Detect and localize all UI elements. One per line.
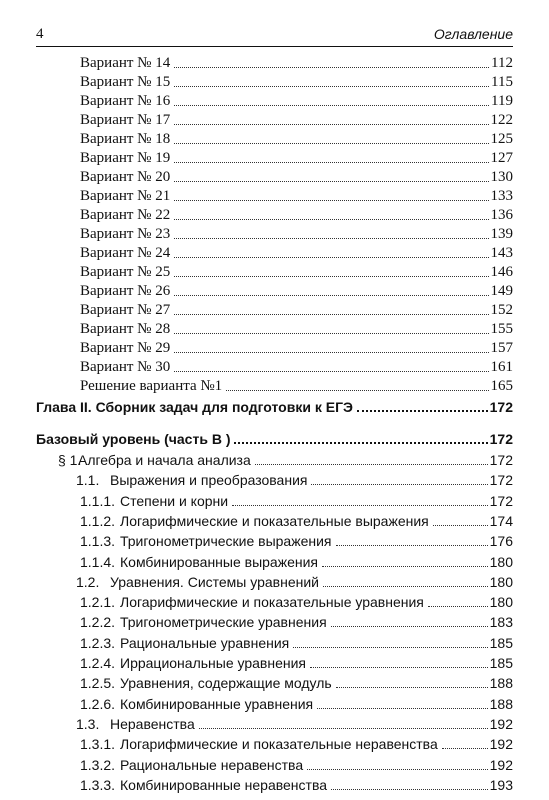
toc-entry-page: 149 — [490, 283, 513, 299]
dot-leader — [174, 295, 488, 296]
dot-leader — [442, 748, 488, 749]
toc-entry-title: Решение варианта №1 — [80, 378, 223, 394]
toc-entry-page: 180 — [489, 573, 513, 590]
toc-entry-title: Глава II. Сборник задач для подготовки к ЕГЭ — [36, 399, 353, 415]
toc-entry — [76, 713, 513, 733]
toc-entry-title: Базовый уровень (часть В ) — [36, 431, 231, 447]
toc-entry — [80, 52, 513, 72]
toc-entry-number: 1.3.1. — [80, 736, 116, 753]
toc-entry-number: 1.2.5. — [80, 675, 116, 692]
dot-leader — [174, 105, 489, 106]
toc-entry — [80, 280, 513, 300]
toc-entry-page: 112 — [491, 55, 513, 71]
toc-entry — [80, 510, 513, 530]
dot-leader — [174, 67, 489, 68]
toc-entry — [76, 469, 513, 489]
dot-leader — [317, 708, 487, 709]
toc-entry-title: Комбинированные неравенства — [120, 776, 328, 793]
toc-entry-page: 193 — [489, 776, 513, 793]
toc-entry-title: Рациональные уравнения — [120, 634, 290, 651]
toc-entry-page: 192 — [489, 736, 513, 753]
toc-entry — [80, 754, 513, 774]
toc-entry-page: 188 — [489, 675, 513, 692]
toc-entry — [80, 71, 513, 91]
toc-entry-page: 125 — [490, 131, 513, 147]
toc-entry-number: 1.3.3. — [80, 776, 116, 793]
toc-entry-page: 122 — [490, 112, 513, 128]
toc-entry — [80, 530, 513, 550]
toc-entry — [80, 318, 513, 338]
toc-entry — [80, 90, 513, 110]
toc-entry-page: 119 — [491, 93, 513, 109]
dot-leader — [199, 728, 488, 729]
page-number: 4 — [36, 26, 44, 42]
toc-entry-title: Вариант № 21 — [80, 188, 171, 204]
toc-entry-number: 1.2.3. — [80, 634, 116, 651]
toc-entry-page: 157 — [490, 340, 513, 356]
toc-entry — [80, 774, 513, 794]
header-rule — [36, 46, 513, 47]
toc-entry-title: Уравнения. Системы уравнений — [110, 573, 319, 590]
toc-entry-page: 185 — [489, 634, 513, 651]
toc-entry-number: 1.1.3. — [80, 533, 116, 550]
toc-entry-title: Комбинированные выражения — [120, 553, 318, 570]
toc-entry-title: Тригонометрические выражения — [120, 533, 332, 550]
toc-entry-number: 1.1.4. — [80, 553, 116, 570]
toc-entry — [58, 449, 513, 469]
dot-leader — [255, 464, 488, 465]
toc-entry-page: 172 — [489, 452, 513, 468]
toc-entry-number: § 1. — [58, 452, 82, 468]
toc-entry-page: 172 — [489, 492, 513, 509]
toc-entry — [80, 223, 513, 243]
dot-leader — [234, 442, 487, 444]
toc-entry — [80, 261, 513, 281]
toc-entry-number: 1.2.6. — [80, 695, 116, 712]
toc-entry-title: Выражения и преобразования — [110, 472, 308, 489]
dot-leader — [174, 276, 488, 277]
dot-leader — [323, 586, 488, 587]
dot-leader — [311, 484, 487, 485]
toc-entry-page: 180 — [489, 553, 513, 570]
dot-leader — [174, 257, 488, 258]
toc-entry-title: Вариант № 17 — [80, 112, 171, 128]
toc-entry-number: 1.2.4. — [80, 655, 116, 671]
dot-leader — [174, 200, 488, 201]
toc-entry-title: Иррациональные уравнения — [120, 655, 306, 671]
toc-entry-title: Вариант № 20 — [80, 169, 171, 185]
toc-entry-title: Алгебра и начала анализа — [78, 452, 251, 468]
toc-entry-title: Вариант № 29 — [80, 340, 171, 356]
toc-entry — [80, 632, 513, 652]
dot-leader — [174, 143, 488, 144]
toc-entry-title: Вариант № 30 — [80, 359, 171, 375]
toc-entry-title: Неравенства — [110, 715, 195, 732]
toc-entry-title: Вариант № 14 — [80, 55, 171, 71]
toc-entry-page: 165 — [490, 378, 513, 394]
toc-entry-title: Вариант № 25 — [80, 264, 171, 280]
dot-leader — [293, 647, 487, 648]
toc-entry — [80, 147, 513, 167]
dot-leader — [336, 687, 488, 688]
toc-entry — [80, 672, 513, 692]
dot-leader — [174, 86, 489, 87]
toc-entry — [80, 551, 513, 571]
running-title: Оглавление — [433, 26, 513, 42]
toc-entry-number: 1.2. — [76, 573, 100, 590]
toc-entry-page: 192 — [489, 715, 513, 732]
toc-entry-page: 192 — [489, 756, 513, 773]
toc-entry-page: 139 — [490, 226, 513, 242]
toc-entry-title: Логарифмические и показательные неравенства — [120, 736, 438, 753]
toc-entry — [80, 128, 513, 148]
toc-entry-title: Тригонометрические уравнения — [120, 614, 327, 631]
dot-leader — [226, 390, 488, 391]
toc-entry — [80, 611, 513, 631]
toc-entry-title: Вариант № 24 — [80, 245, 171, 261]
toc-entry-page: 172 — [489, 472, 513, 489]
toc-entry-title: Вариант № 23 — [80, 226, 171, 242]
toc-entry-number: 1.1.1. — [80, 492, 116, 509]
dot-leader — [174, 219, 488, 220]
toc-entry-page: 183 — [489, 614, 513, 631]
toc-entry-number: 1.1.2. — [80, 512, 116, 529]
toc-entry-number: 1.2.2. — [80, 614, 116, 631]
toc-entry — [80, 242, 513, 262]
page-header — [36, 26, 513, 46]
toc-entry-title: Рациональные неравенства — [120, 756, 304, 773]
dot-leader — [310, 667, 488, 668]
toc-entry-page: 155 — [490, 321, 513, 337]
dot-leader — [322, 566, 488, 567]
toc-entry — [76, 571, 513, 591]
toc-entry — [80, 591, 513, 611]
toc-entry-title: Степени и корни — [120, 492, 229, 509]
toc-entry-number: 1.2.1. — [80, 594, 116, 611]
toc-entry — [80, 109, 513, 129]
toc-entry-page: 136 — [490, 207, 513, 223]
toc-entry-title: Вариант № 28 — [80, 321, 171, 337]
toc-entry — [80, 204, 513, 224]
toc-entry-title: Вариант № 27 — [80, 302, 171, 318]
toc-entry — [80, 337, 513, 357]
dot-leader — [357, 410, 488, 412]
toc-entry — [36, 428, 513, 448]
dot-leader — [307, 769, 488, 770]
toc-entry-number: 1.3. — [76, 715, 100, 732]
toc-entry-title: Вариант № 18 — [80, 131, 171, 147]
dot-leader — [232, 505, 488, 506]
toc-entry-page: 146 — [490, 264, 513, 280]
toc-entry-page: 127 — [490, 150, 513, 166]
toc-entry-title: Уравнения, содержащие модуль — [120, 675, 332, 692]
toc-entry-page: 133 — [490, 188, 513, 204]
toc-entry-title: Вариант № 16 — [80, 93, 171, 109]
toc-entry — [80, 693, 513, 713]
toc-entry — [80, 185, 513, 205]
dot-leader — [174, 124, 488, 125]
toc-entry — [80, 299, 513, 319]
toc-entry-page: 130 — [490, 169, 513, 185]
toc-entry — [80, 490, 513, 510]
toc-entry-page: 185 — [489, 655, 513, 671]
toc-entry-page: 174 — [489, 512, 513, 529]
toc-entry — [80, 356, 513, 376]
dot-leader — [174, 238, 488, 239]
toc-entry-page: 143 — [490, 245, 513, 261]
toc-entry-number: 1.3.2. — [80, 756, 116, 773]
toc-entry-title: Комбинированные уравнения — [120, 695, 314, 712]
toc-entry — [80, 166, 513, 186]
toc-entry-title: Логарифмические и показательные уравнения — [120, 594, 424, 611]
toc-entry-page: 152 — [490, 302, 513, 318]
dot-leader — [331, 789, 488, 790]
toc-entry-title: Вариант № 22 — [80, 207, 171, 223]
toc-entry-page: 188 — [489, 695, 513, 712]
toc-entry-title: Вариант № 26 — [80, 283, 171, 299]
toc-entry-page: 161 — [490, 359, 513, 375]
dot-leader — [174, 371, 488, 372]
toc-entry — [80, 375, 513, 395]
toc-entry-title: Логарифмические и показательные выражения — [120, 512, 429, 529]
toc-entry-title: Вариант № 15 — [80, 74, 171, 90]
toc-entry — [36, 396, 513, 416]
toc-entry-number: 1.1. — [76, 472, 100, 489]
toc-entry — [80, 733, 513, 753]
dot-leader — [174, 352, 488, 353]
dot-leader — [336, 545, 488, 546]
toc-entry-page: 180 — [489, 594, 513, 611]
toc-entry — [80, 652, 513, 672]
dot-leader — [174, 181, 488, 182]
dot-leader — [174, 333, 488, 334]
toc-entry-page: 115 — [491, 74, 513, 90]
toc-entry-title: Вариант № 19 — [80, 150, 171, 166]
dot-leader — [331, 626, 488, 627]
dot-leader — [433, 525, 488, 526]
dot-leader — [174, 162, 488, 163]
toc-entry-page: 172 — [489, 431, 513, 447]
dot-leader — [428, 606, 488, 607]
toc-entry-page: 176 — [489, 533, 513, 550]
toc-entry-page: 172 — [489, 399, 513, 415]
dot-leader — [174, 314, 488, 315]
